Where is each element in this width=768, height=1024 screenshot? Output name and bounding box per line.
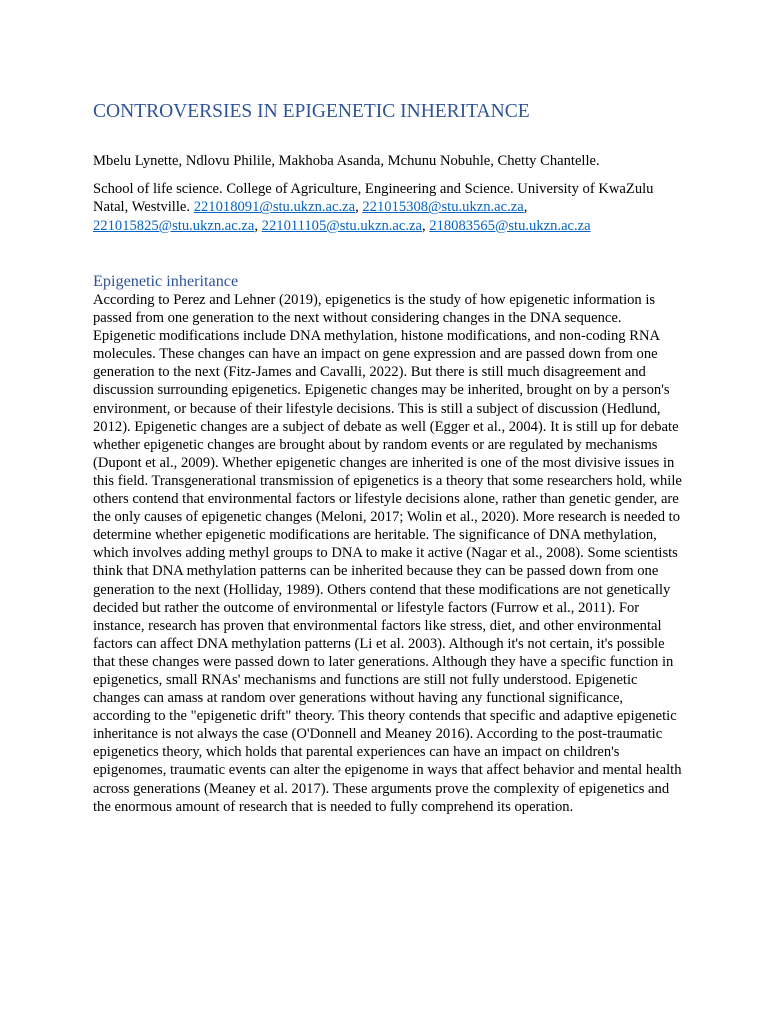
email-separator: , — [523, 199, 528, 216]
email-link-2[interactable]: 221015308@stu.ukzn.ac.za — [362, 199, 524, 216]
affiliation-text: School of life science. College of Agriculture, Engineering and Science. University of KwaZulu Natal, Westville. — [93, 181, 654, 216]
section-paragraph: According to Perez and Lehner (2019), epigenetics is the study of how epigenetic information is passed from one generation to the next without considering changes in the DNA sequence. Epigenetic modifications include DNA methylation, histone modifications, and non-coding RNA molecules. These changes can have an impact on gene expression and are passed down from one generation to the next (Fitz-James and Cavalli, 2022). But there is still much disagreement and discussion surrounding epigenetics. Epigenetic changes may be inherited, brought on by a person's environment, or because of their lifestyle decisions. This is still a subject of discussion (Hedlund, 2012). Epigenetic changes are a subject of debate as well (Egger et al., 2004). It is still up for debate whether epigenetic changes are brought about by random events or are regulated by mechanisms (Dupont et al., 2009). Whether epigenetic changes are inherited is one of the most divisive issues in this field. Transgenerational transmission of epigenetics is a theory that some researchers hold, while others contend that environmental factors or lifestyle decisions alone, rather than genetic gender, are the only causes of epigenetic changes (Meloni, 2017; Wolin et al., 2020). More research is needed to determine whether epigenetic modifications are heritable. The significance of DNA methylation, which involves adding methyl groups to DNA to make it active (Nagar et al., 2008). Some scientists think that DNA methylation patterns can be inherited because they can be passed down from one generation to the next (Holliday, 1989). Others contend that these modifications are not genetically decided but rather the outcome of environmental or lifestyle factors (Furrow et al., 2011). For instance, research has proven that environmental factors like stress, diet, and other environmental factors can affect DNA methylation patterns (Li et al. 2003). Although it's not certain, it's possible that these changes were passed down to later generations. Although they have a specific function in epigenetics, small RNAs' mechanisms and functions are still not fully understood. Epigenetic changes can amass at random over generations without having any functional significance, according to the "epigenetic drift" theory. This theory contends that specific and adaptive epigenetic inheritance is not always the case (O'Donnell and Meaney 2016). According to the post-traumatic epigenetics theory, which holds that parental experiences can have an impact on children's epigenomes, traumatic events can alter the epigenome in ways that affect behavior and mental health across generations (Meaney et al. 2017). These arguments prove the complexity of epigenetics and the enormous amount of research that is needed to fully comprehend its operation. — [93, 292, 682, 815]
document-title: CONTROVERSIES IN EPIGENETIC INHERITANCE — [93, 101, 530, 122]
affiliation-block — [93, 180, 663, 235]
author-list: Mbelu Lynette, Ndlovu Philile, Makhoba Asanda, Mchunu Nobuhle, Chetty Chantelle. — [93, 153, 600, 169]
email-link-1[interactable]: 221018091@stu.ukzn.ac.za — [193, 199, 356, 216]
email-separator: , — [355, 199, 363, 216]
email-link-5[interactable]: 218083565@stu.ukzn.ac.za — [429, 217, 591, 234]
email-link-4[interactable]: 221011105@stu.ukzn.ac.za — [261, 217, 422, 234]
email-separator: , — [421, 217, 430, 234]
email-link-3[interactable]: 221015825@stu.ukzn.ac.za — [93, 217, 255, 234]
section-heading: Epigenetic inheritance — [93, 272, 239, 290]
email-separator: , — [254, 217, 262, 234]
